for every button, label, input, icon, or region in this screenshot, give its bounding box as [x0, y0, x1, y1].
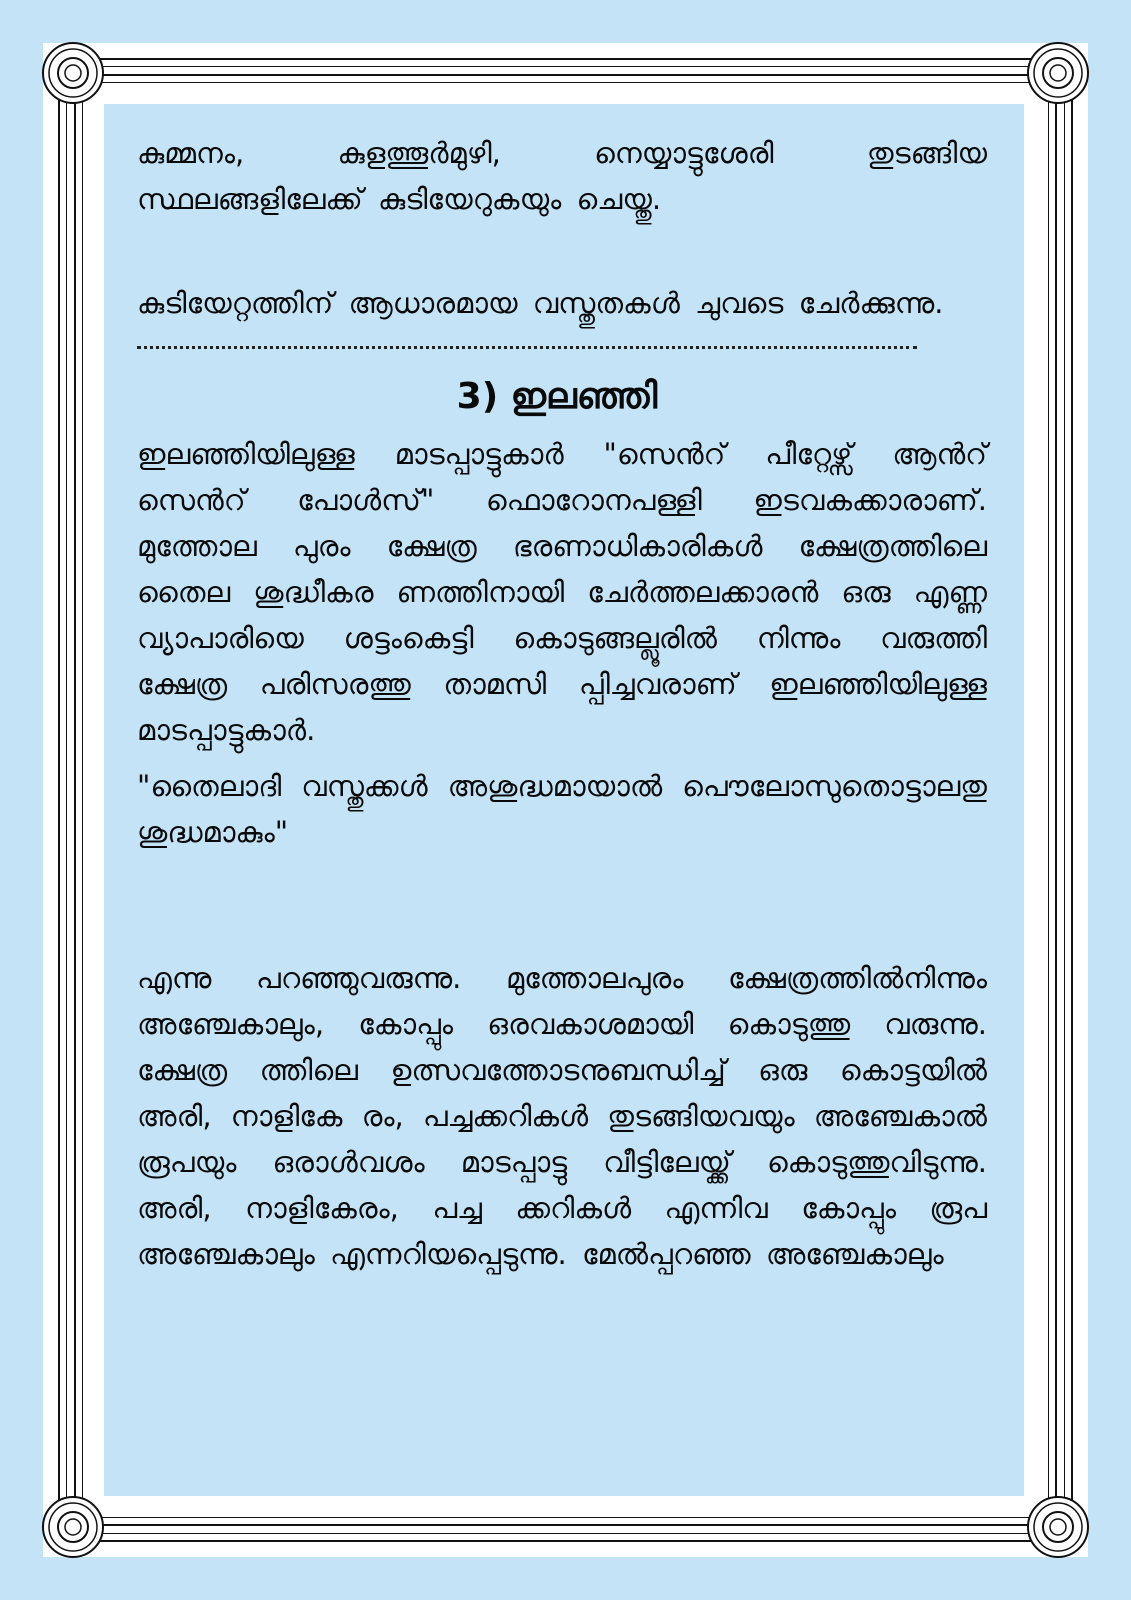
paragraph-migration-places: കുമ്മനം, കുളത്തൂർമുഴി, നെയ്യാട്ടുശേരി തുടങ്ങിയ സ്ഥലങ്ങളിലേക്ക് കുടിയേറുകയും ചെയ്തു. — [137, 136, 987, 216]
corner-ornament-icon — [40, 40, 106, 106]
page-content — [137, 130, 987, 1277]
paragraph-migration-facts: കുടിയേറ്റത്തിന് ആധാരമായ വസ്തുതകൾ ചുവടെ ചേർക്കുന്നു. — [137, 286, 944, 320]
corner-ornament-icon — [1025, 40, 1091, 106]
dotted-separator — [137, 346, 917, 349]
quote-verse: "തൈലാദി വസ്തുക്കൾ അശുദ്ധമായാൽ പൌലോസുതൊട്ടാലതു ശുദ്ധമാകും" — [137, 769, 987, 849]
paragraph-temple-rights: എന്നു പറഞ്ഞുവരുന്നു. മുത്തോലപുരം ക്ഷേത്രത്തിൽനിന്നും അഞ്ചേകാലും, കോപ്പും ഒരവകാശമായി കൊടുത്തു വരുന്നു. ക്ഷേത്ര ത്തിലെ ഉത്സവത്തോടനുബന്ധിച്ച് ഒരു കൊട്ടയിൽ അരി, നാളികേ രം, പച്ചക്കറികൾ തുടങ്ങിയവയും അഞ്ചേകാൽ രൂപയും ഒരാൾവശം മാടപ്പാട്ടു വീട്ടിലേയ്ക്ക് കൊടുത്തുവിടുന്നു. അരി, നാളികേരം, പച്ച ക്കറികൾ എന്നിവ കോപ്പും രൂപ അഞ്ചേകാലും എന്നറിയപ്പെടുന്നു. മേൽപ്പറഞ്ഞ അഞ്ചേകാലും — [137, 961, 987, 1271]
paragraph-elanji: ഇലഞ്ഞിയിലുള്ള മാടപ്പാട്ടുകാർ "സെൻറ് പീറ്റേഴ്സ് ആൻറ് സെൻറ് പോൾസ്" ഫൊറോനപള്ളി ഇടവകക്കാരാണ്. മുത്തോല പുരം ക്ഷേത്ര ഭരണാധികാരികൾ ക്ഷേത്രത്തിലെ തൈല ശുദ്ധീകര ണത്തിനായി ചേർത്തലക്കാരൻ ഒരു എണ്ണ വ്യാപാരിയെ ശട്ടംകെട്ടി കൊടുങ്ങല്ലൂരിൽ നിന്നും വരുത്തി ക്ഷേത്ര പരിസരത്തു താമസി പ്പിച്ചവരാണ് ഇലഞ്ഞിയിലുള്ള മാടപ്പാട്ടുകാർ. — [137, 437, 987, 747]
corner-ornament-icon — [40, 1494, 106, 1560]
section-heading: 3) ഇലഞ്ഞി — [456, 376, 658, 417]
corner-ornament-icon — [1025, 1494, 1091, 1560]
